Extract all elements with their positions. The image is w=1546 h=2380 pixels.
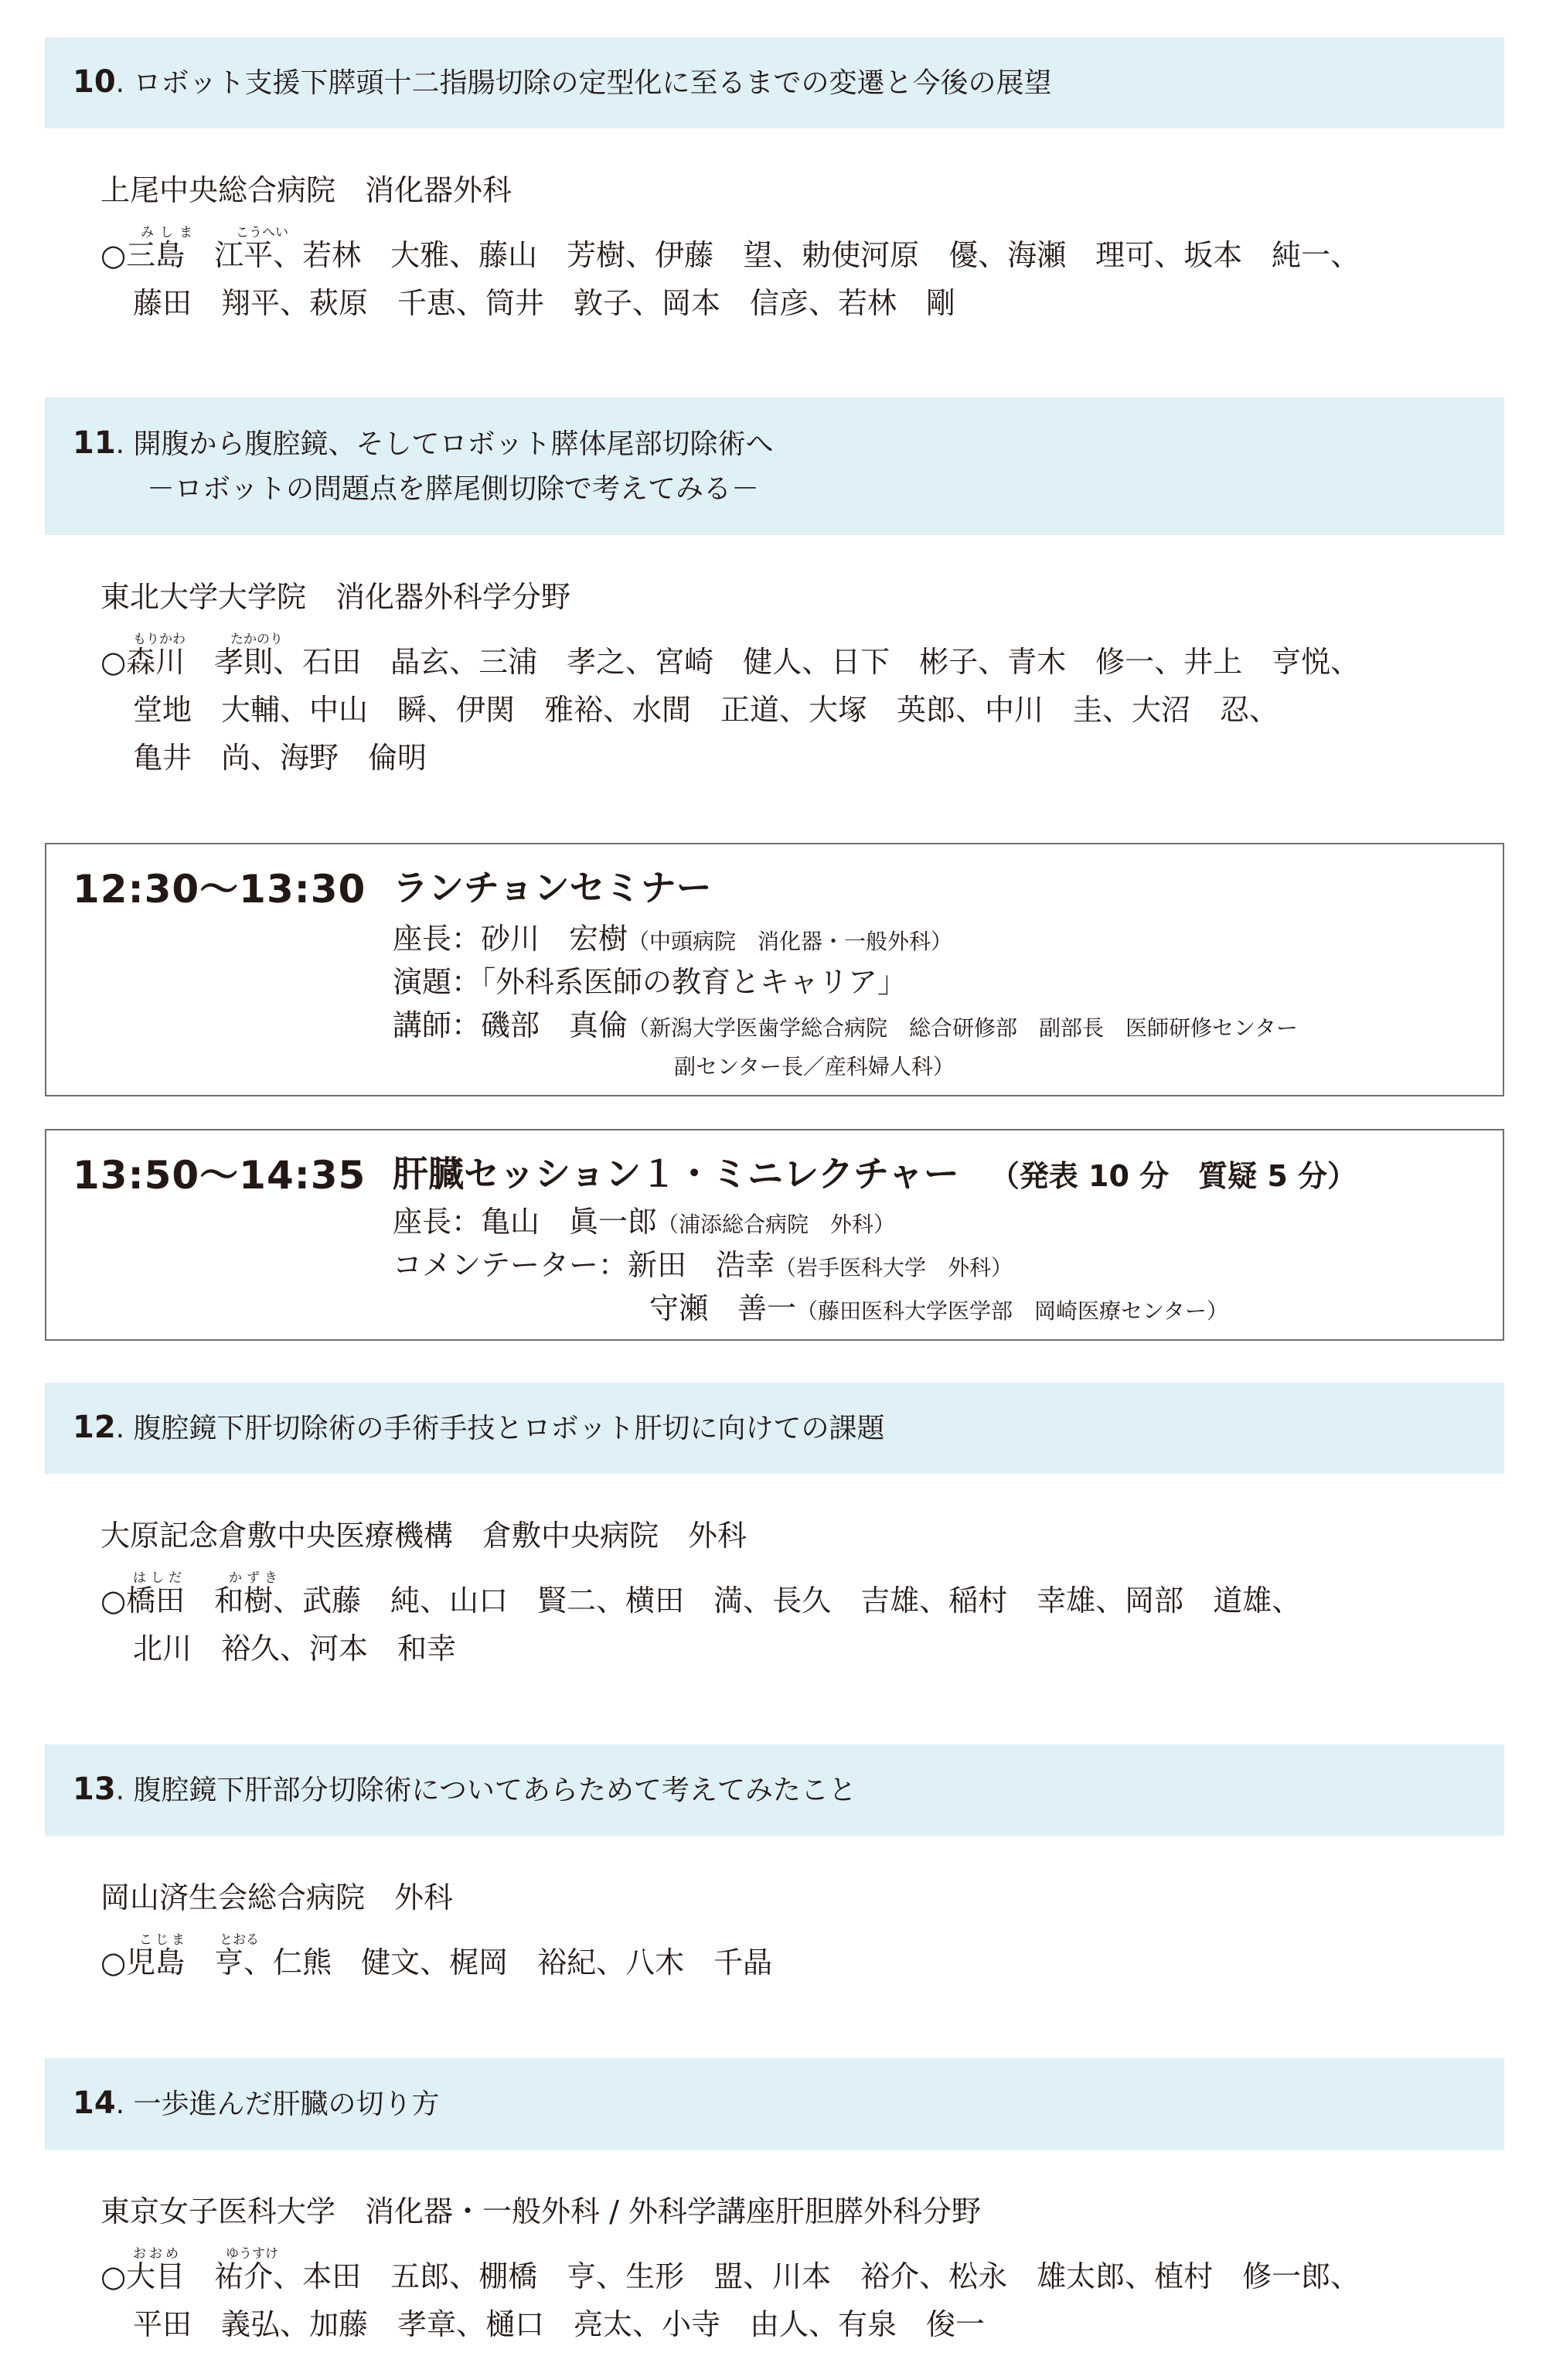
- presentation-12-header: [45, 1383, 1504, 1474]
- chair-line: 座長：砂川 宏樹（中頭病院 消化器・一般外科）: [393, 922, 953, 956]
- liver-session-box: [45, 1129, 1504, 1341]
- presentation-title: 10. ロボット支援下膵頭十二指腸切除の定型化に至るまでの変遷と今後の展望: [73, 64, 1052, 100]
- ruby-family: はしだ: [133, 1570, 186, 1586]
- presentation-14-authors-line-2: 平田 義弘、加藤 孝章、樋口 亮太、小寺 由人、有泉 俊一: [133, 2307, 986, 2341]
- presentation-14-header: [45, 2058, 1504, 2150]
- presentation-number: 11: [73, 425, 116, 461]
- lecturer-name: 磯部 真倫: [481, 1008, 628, 1042]
- presentation-12-authors-line-2: 北川 裕久、河本 和幸: [133, 1632, 457, 1666]
- presentation-number: 12: [73, 1410, 116, 1445]
- ruby-family: こじま: [139, 1932, 188, 1948]
- lecturer-affiliation: （新潟大学医歯学総合病院 総合研修部 副部長 医師研修センター: [628, 1015, 1298, 1041]
- ruby-given: かずき: [229, 1570, 282, 1586]
- ruby-family: みしま: [141, 225, 199, 240]
- presentation-10-affiliation: 上尾中央総合病院 消化器外科: [100, 173, 512, 207]
- ruby-family: おおめ: [133, 2246, 182, 2262]
- lecturer-affiliation-cont: 副センター長／産科婦人科）: [674, 1054, 955, 1079]
- chair-name: 砂川 宏樹: [481, 922, 628, 956]
- luncheon-seminar-box: [45, 843, 1504, 1096]
- presentation-11-authors-line-1: ○森川 孝則、石田 晶玄、三浦 孝之、宮崎 健人、日下 彬子、青木 修一、井上 亨悦、: [100, 645, 1360, 679]
- presentation-number: 13: [73, 1771, 116, 1807]
- presentation-14-authors-line-1: ○大目 祐介、本田 五郎、棚橋 亨、生形 盟、川本 裕介、松永 雄太郎、植村 修一郎、: [100, 2259, 1360, 2293]
- presentation-14-affiliation: 東京女子医科大学 消化器・一般外科 / 外科学講座肝胆膵外科分野: [100, 2194, 981, 2228]
- chair-name: 亀山 眞一郎: [481, 1205, 658, 1239]
- ruby-given: こうへい: [236, 225, 288, 240]
- presentation-number: 10: [73, 64, 116, 100]
- topic-title: 「外科系医師の教育とキャリア」: [481, 965, 908, 999]
- presentation-10-header: [45, 37, 1504, 128]
- ruby-given: ゆうすけ: [226, 2246, 278, 2262]
- commentator-name: 守瀬 善一: [649, 1291, 797, 1325]
- presentation-11-authors-line-3: 亀井 尚、海野 倫明: [133, 741, 427, 775]
- commentator-line-1: コメンテーター：新田 浩幸（岩手医科大学 外科）: [393, 1248, 1013, 1282]
- commentator-line-2: [649, 1288, 1228, 1332]
- ruby-given: とおる: [220, 1932, 259, 1948]
- chair-affiliation: （浦添総合病院 外科）: [657, 1212, 896, 1237]
- presentation-10-authors-line-1: ○三島 江平、若林 大雅、藤山 芳樹、伊藤 望、勅使河原 優、海瀬 理可、坂本 純一、: [100, 238, 1360, 272]
- presentation-11-affiliation: 東北大学大学院 消化器外科学分野: [100, 580, 571, 614]
- presentation-number: 14: [73, 2085, 116, 2121]
- ruby-family: もりかわ: [133, 632, 186, 647]
- presentation-10-authors-line-2: 藤田 翔平、萩原 千恵、筒井 敦子、岡本 信彦、若林 剛: [133, 286, 956, 320]
- commentator-affiliation: （藤田医科大学医学部 岡崎医療センター）: [796, 1298, 1228, 1324]
- chair-line: 座長：亀山 眞一郎（浦添総合病院 外科）: [393, 1205, 896, 1239]
- topic-line: 演題：「外科系医師の教育とキャリア」: [393, 965, 908, 999]
- presentation-11-authors-line-2: 堂地 大輔、中山 瞬、伊関 雅裕、水間 正道、大塚 英郎、中川 圭、大沼 忍、: [133, 693, 1279, 727]
- presentation-title: 14. 一歩進んだ肝臓の切り方: [73, 2085, 440, 2121]
- presentation-12-affiliation: 大原記念倉敷中央医療機構 倉敷中央病院 外科: [100, 1519, 747, 1553]
- presentation-13-authors-line-1: ○児島 亨、仁熊 健文、梶岡 裕紀、八木 千晶: [100, 1945, 773, 1979]
- presentation-12-authors-line-1: ○橋田 和樹、武藤 純、山口 賢二、横田 満、長久 吉雄、稲村 幸雄、岡部 道雄、: [100, 1584, 1302, 1618]
- session-time: 13:50～14:35: [73, 1153, 366, 1198]
- presentation-title: 12. 腹腔鏡下肝切除術の手術手技とロボット肝切に向けての課題: [73, 1410, 885, 1445]
- presentation-title: 11. 開腹から腹腔鏡、そしてロボット膵体尾部切除術へ: [73, 425, 774, 461]
- presentation-title: 13. 腹腔鏡下肝部分切除術についてあらためて考えてみたこと: [73, 1771, 856, 1807]
- session-title: ランチョンセミナー: [393, 867, 712, 909]
- commentator-name: 新田 浩幸: [628, 1248, 775, 1282]
- presentation-subtitle: －ロボットの問題点を膵尾側切除で考えてみる－: [147, 473, 760, 505]
- lecturer-line: 講師：磯部 真倫（新潟大学医歯学総合病院 総合研修部 副部長 医師研修センター: [393, 1008, 1298, 1042]
- commentator-affiliation: （岩手医科大学 外科）: [775, 1255, 1013, 1280]
- session-title: 肝臓セッション１・ミニレクチャー （発表 10 分 質疑 5 分）: [393, 1153, 1357, 1195]
- session-time: 12:30～13:30: [73, 867, 366, 912]
- chair-affiliation: （中頭病院 消化器・一般外科）: [628, 929, 953, 954]
- session-note: （発表 10 分 質疑 5 分）: [989, 1159, 1357, 1193]
- presentation-11-header: [45, 397, 1504, 535]
- presentation-13-affiliation: 岡山済生会総合病院 外科: [100, 1880, 454, 1915]
- ruby-given: たかのり: [230, 632, 283, 647]
- presentation-13-header: [45, 1744, 1504, 1836]
